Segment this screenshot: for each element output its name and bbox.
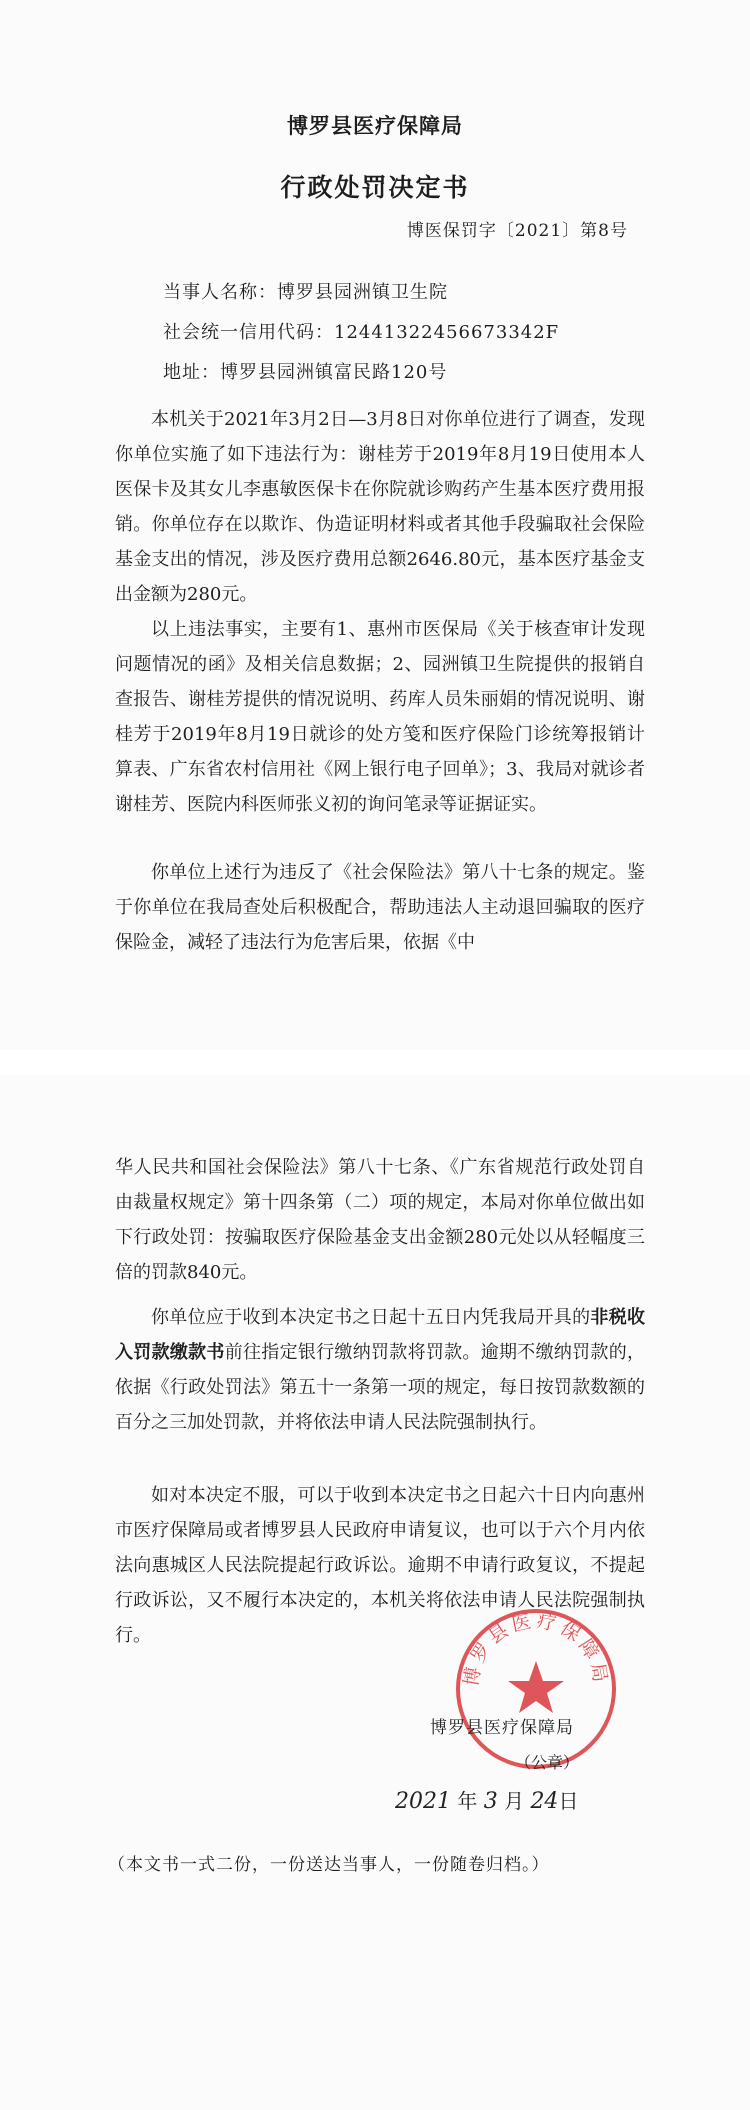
official-seal — [452, 1605, 620, 1773]
footer-note: （本文书一式二份，一份送达当事人，一份随卷归档。） — [108, 1855, 550, 1875]
party-name: 当事人名称：博罗县园洲镇卫生院 — [163, 282, 448, 303]
paragraph-violation — [115, 855, 645, 960]
date-month-unit: 月 — [504, 1789, 525, 1813]
paragraph-text: 你单位上述行为违反了《社会保险法》第八十七条的规定。鉴于你单位在我局查处后积极配合，帮助违法人主动退回骗取的医疗保险金，减轻了违法行为危害后果，依据《中 — [115, 862, 645, 953]
paragraph-evidence — [115, 612, 645, 822]
signature-agency: 博罗县医疗保障局 — [430, 1718, 574, 1738]
paragraph-investigation — [115, 402, 645, 612]
document-number: 博医保罚字〔2021〕第8号 — [406, 221, 628, 241]
paragraph-payment — [115, 1300, 645, 1440]
party-address: 地址：博罗县园洲镇富民路120号 — [163, 362, 448, 383]
seal-star-icon — [508, 1661, 564, 1713]
date-year-unit: 年 — [457, 1789, 478, 1813]
payment-text-pre: 你单位应于收到本决定书之日起十五日内凭我局开具的 — [151, 1307, 591, 1328]
paragraph-text — [115, 1300, 645, 1440]
document-title: 行政处罚决定书 — [280, 173, 470, 202]
date-day: 24 — [530, 1789, 559, 1814]
seal-note: （公章） — [515, 1753, 580, 1772]
paragraph-text: 以上违法事实，主要有1、惠州市医保局《关于核查审计发现问题情况的函》及相关信息数据；2、园洲镇卫生院提供的报销自查报告、谢桂芳提供的情况说明、药库人员朱丽娟的情况说明、谢桂芳于2019年8月19日就诊的处方笺和医疗保险门诊统筹报销计算表、广东省农村信用社《网上银行电子回单》；3、我局对就诊者谢桂芳、医院内科医师张义初的询问笔录等证据证实。 — [115, 619, 645, 815]
paragraph-text: 华人民共和国社会保险法》第八十七条、《广东省规范行政处罚自由裁量权规定》第十四条第（二）项的规定，本局对你单位做出如下行政处罚：按骗取医疗保险基金支出金额280元处以从轻幅度三倍的罚款840元。 — [115, 1157, 645, 1283]
seal-lettering: 博罗县医疗保障局 — [460, 1610, 612, 1688]
date-day-unit: 日 — [558, 1789, 579, 1813]
payment-text-post: 前往指定银行缴纳罚款将罚款。逾期不缴纳罚款的，依据《行政处罚法》第五十一条第一项的规定，每日按罚款数额的百分之三加处罚款，并将依法申请人民法院强制执行。 — [115, 1342, 646, 1433]
sheet-divider — [0, 1050, 750, 1075]
party-credit-code: 社会统一信用代码：12441322456673342F — [163, 322, 560, 343]
paragraph-penalty — [115, 1150, 645, 1290]
paragraph-text: 本机关于2021年3月2日—3月8日对你单位进行了调查，发现你单位实施了如下违法行为：谢桂芳于2019年8月19日使用本人医保卡及其女儿李惠敏医保卡在你院就诊购药产生基本医疗费用报销。你单位存在以欺诈、伪造证明材料或者其他手段骗取社会保险基金支出的情况，涉及医疗费用总额2646.80元，基本医疗基金支出金额为280元。 — [115, 409, 645, 605]
payment-slip-name: 非税收入罚款缴款书 — [115, 1307, 646, 1363]
date-month: 3 — [483, 1789, 498, 1814]
paragraph-text: 如对本决定不服，可以于收到本决定书之日起六十日内向惠州市医疗保障局或者博罗县人民政府申请复议，也可以于六个月内依法向惠城区人民法院提起行政诉讼。逾期不申请行政复议，不提起行政诉讼，又不履行本决定的，本机关将依法申请人民法院强制执行。 — [115, 1485, 645, 1646]
agency-name: 博罗县医疗保障局 — [287, 113, 463, 138]
date-year: 2021 — [395, 1789, 451, 1814]
signature-date — [395, 1785, 578, 1814]
